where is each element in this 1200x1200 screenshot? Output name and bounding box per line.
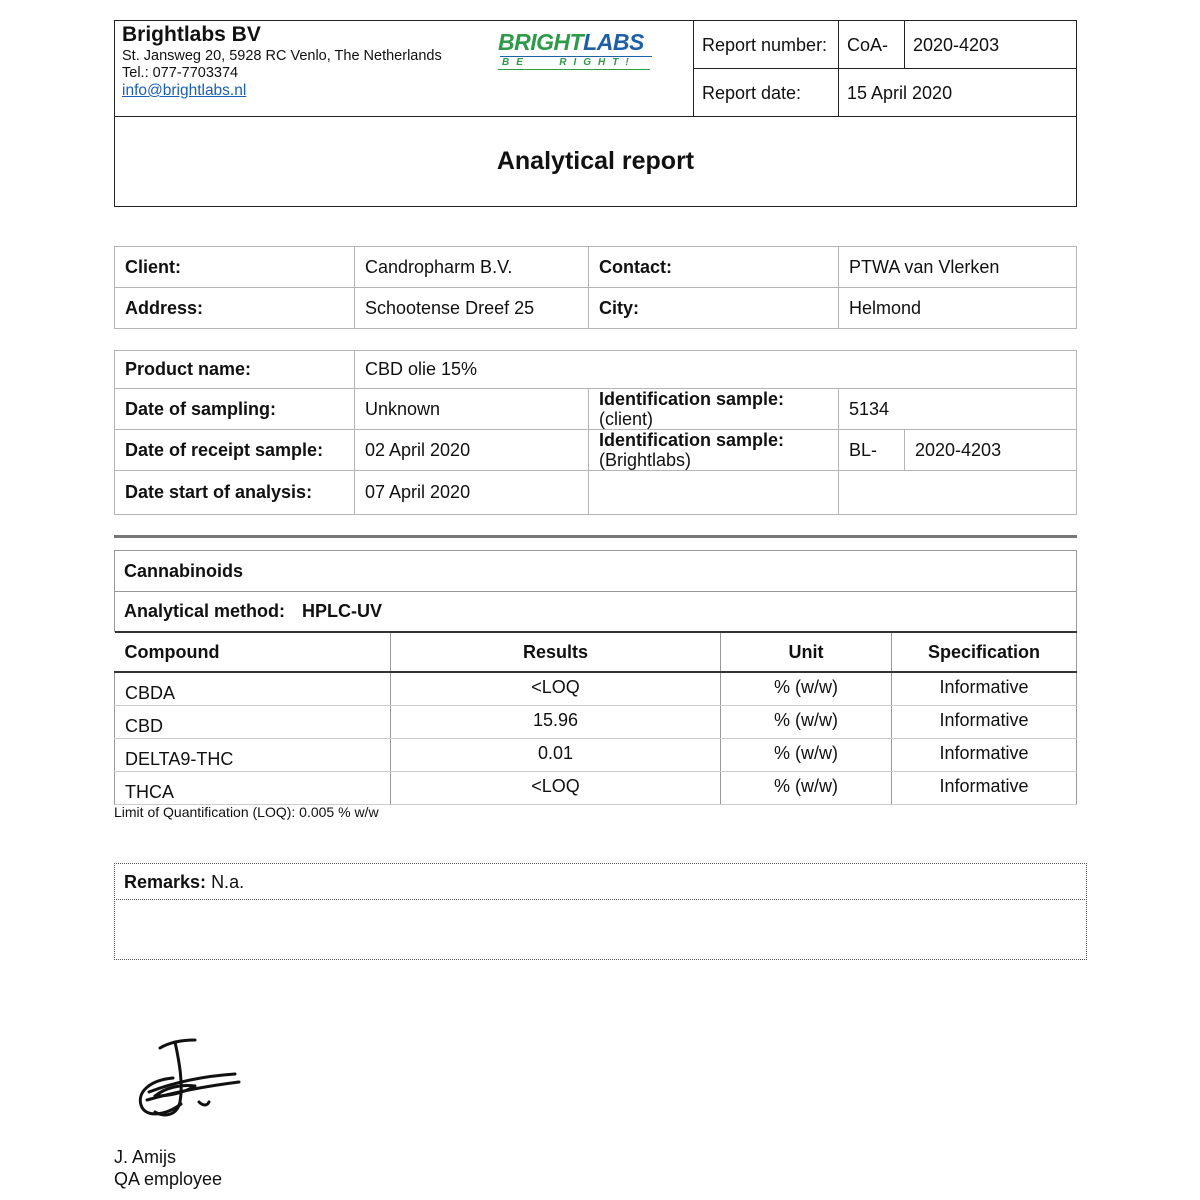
remarks: [124, 872, 244, 893]
client-table: [114, 246, 1077, 329]
compound-cell: CBD: [115, 705, 391, 738]
header-divider-h2: [693, 68, 1077, 69]
id-client-cell: [589, 389, 839, 430]
sampling-value: Unknown: [355, 389, 589, 430]
report-number-label: Report number:: [702, 35, 828, 55]
client-label: Client:: [115, 247, 355, 288]
spec-cell: Informative: [892, 672, 1077, 705]
remarks-box: [114, 863, 1087, 960]
id-bl-label: Identification sample:: [599, 430, 785, 450]
spec-cell: Informative: [892, 771, 1077, 804]
result-cell: 15.96: [391, 705, 721, 738]
cannabinoids-title: Cannabinoids: [124, 561, 244, 581]
header-divider-v3: [904, 20, 905, 68]
receipt-label: Date of receipt sample:: [115, 430, 355, 471]
cannabinoids-divider: [114, 591, 1077, 592]
product-name-value: CBD olie 15%: [355, 351, 1077, 389]
loq-note: Limit of Quantification (LOQ): 0.005 % w/w: [114, 804, 379, 820]
section-separator: [114, 535, 1077, 538]
receipt-value: 02 April 2020: [355, 430, 589, 471]
remarks-divider: [114, 899, 1087, 900]
company-email-link[interactable]: info@brightlabs.nl: [122, 82, 247, 99]
city-label: City:: [589, 288, 839, 329]
result-cell: <LOQ: [391, 672, 721, 705]
city-value: Helmond: [839, 288, 1077, 329]
handwritten-signature: [125, 1030, 255, 1125]
id-bl-prefix: BL-: [839, 430, 905, 471]
contact-label: Contact:: [589, 247, 839, 288]
address-value: Schootense Dreef 25: [355, 288, 589, 329]
header-unit: Unit: [721, 632, 892, 672]
table-row: [115, 738, 1077, 771]
report-number-prefix: CoA-: [847, 35, 889, 55]
compound-table: [114, 631, 1077, 805]
header-specification: Specification: [892, 632, 1077, 672]
unit-cell: % (w/w): [721, 705, 892, 738]
result-cell: 0.01: [391, 738, 721, 771]
address-label: Address:: [115, 288, 355, 329]
start-value: 07 April 2020: [355, 471, 589, 515]
remarks-value: N.a.: [211, 872, 245, 892]
logo-word-labs: LABS: [583, 29, 644, 55]
spec-cell: Informative: [892, 705, 1077, 738]
compound-header-row: [115, 632, 1077, 672]
sampling-label: Date of sampling:: [115, 389, 355, 430]
compound-cell: THCA: [115, 771, 391, 804]
report-date-value: 15 April 2020: [847, 83, 953, 103]
logo-tagline: BE RIGHT!: [502, 57, 636, 68]
unit-cell: % (w/w): [721, 672, 892, 705]
remarks-label: Remarks:: [124, 872, 207, 892]
contact-value: PTWA van Vlerken: [839, 247, 1077, 288]
product-table: [114, 350, 1077, 515]
header-compound: Compound: [115, 632, 391, 672]
id-client-label: Identification sample:: [599, 389, 785, 409]
brightlabs-logo: [498, 28, 656, 72]
unit-cell: % (w/w): [721, 738, 892, 771]
id-client-sub: (client): [599, 409, 654, 429]
empty-cell-1: [589, 471, 839, 515]
spec-cell: Informative: [892, 738, 1077, 771]
table-row: [115, 705, 1077, 738]
id-bl-cell: [589, 430, 839, 471]
page-title: Analytical report: [496, 147, 695, 175]
id-client-value: 5134: [839, 389, 1077, 430]
report-number-value: 2020-4203: [913, 35, 1000, 55]
id-bl-sub: (Brightlabs): [599, 450, 692, 470]
table-row: [115, 672, 1077, 705]
company-address: St. Jansweg 20, 5928 RC Venlo, The Netherlands: [122, 48, 442, 64]
start-label: Date start of analysis:: [115, 471, 355, 515]
id-bl-value: 2020-4203: [905, 430, 1077, 471]
analytical-method: [124, 601, 382, 622]
empty-cell-2: [839, 471, 1077, 515]
method-value: HPLC-UV: [302, 601, 383, 621]
signatory-name: J. Amijs: [114, 1147, 177, 1167]
logo-tagline-line: [498, 69, 650, 70]
logo-word-bright: BRIGHT: [498, 29, 584, 55]
table-row: [115, 771, 1077, 804]
unit-cell: % (w/w): [721, 771, 892, 804]
header-divider-h: [114, 116, 1077, 117]
company-phone: Tel.: 077-7703374: [122, 65, 239, 81]
company-name: Brightlabs BV: [122, 23, 261, 46]
method-label: Analytical method:: [124, 601, 286, 621]
product-name-label: Product name:: [115, 351, 355, 389]
header-results: Results: [391, 632, 721, 672]
report-date-label: Report date:: [702, 83, 802, 103]
compound-cell: CBDA: [115, 672, 391, 705]
compound-cell: DELTA9-THC: [115, 738, 391, 771]
result-cell: <LOQ: [391, 771, 721, 804]
client-value: Candropharm B.V.: [355, 247, 589, 288]
signatory-title: QA employee: [114, 1169, 223, 1189]
